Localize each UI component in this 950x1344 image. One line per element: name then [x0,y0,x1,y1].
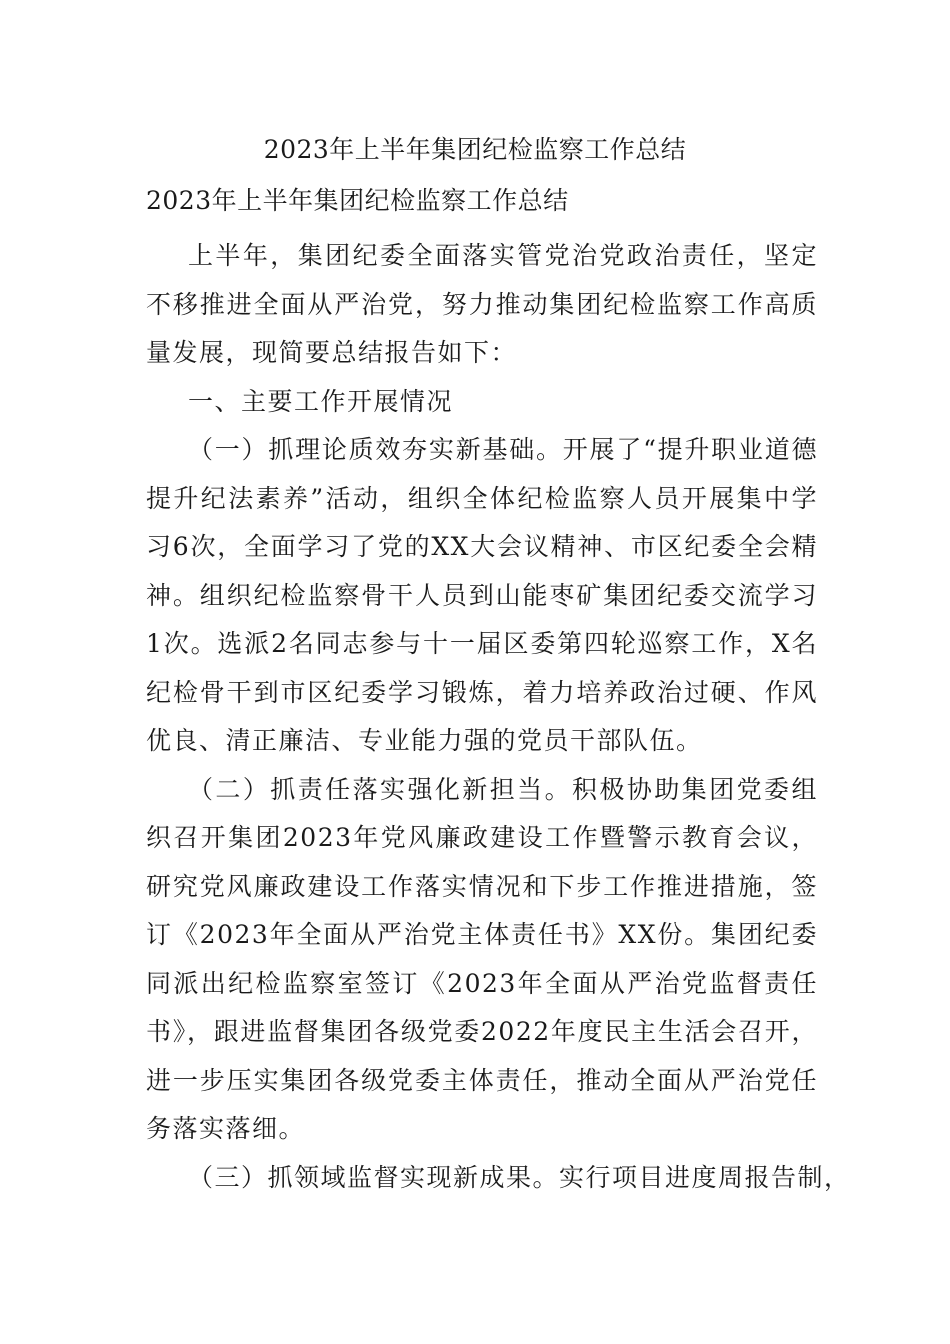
document-subtitle: 2023年上半年集团纪检监察工作总结 [146,186,569,215]
paragraph-theory: （一）抓理论质效夯实新基础。开展了“提升职业道德提升纪法素养”活动，组织全体纪检监察人员开展集中学习6次，全面学习了党的XX大会议精神、市区纪委全会精神。组织纪检监察骨干人员到山能枣矿集团纪委交流学习1次。选派2名同志参与十一届区委第四轮巡察工作，X名纪检骨干到市区纪委学习锻炼，着力培养政治过硬、作风优良、清正廉洁、专业能力强的党员干部队伍。 [146,435,818,755]
intro-paragraph: 上半年，集团纪委全面落实管党治党政治责任，坚定不移推进全面从严治党，努力推动集团纪检监察工作高质量发展，现简要总结报告如下： [146,241,818,367]
section-heading: 一、主要工作开展情况 [188,386,454,416]
paragraph-supervision: （三）抓领域监督实现新成果。实行项目进度周报告制， [188,1162,851,1192]
document-body [146,232,851,1202]
document-title: 2023年上半年集团纪检监察工作总结 [263,135,687,164]
paragraph-responsibility: （二）抓责任落实强化新担当。积极协助集团党委组织召开集团2023年党风廉政建设工作暨警示教育会议，研究党风廉政建设工作落实情况和下步工作推进措施，签订《2023年全面从严治党主体责任书》XX份。集团纪委同派出纪检监察室签订《2023年全面从严治党监督责任书》，跟进监督集团各级党委2022年度民主生活会召开，进一步压实集团各级党委主体责任，推动全面从严治党任务落实落细。 [146,774,818,1143]
